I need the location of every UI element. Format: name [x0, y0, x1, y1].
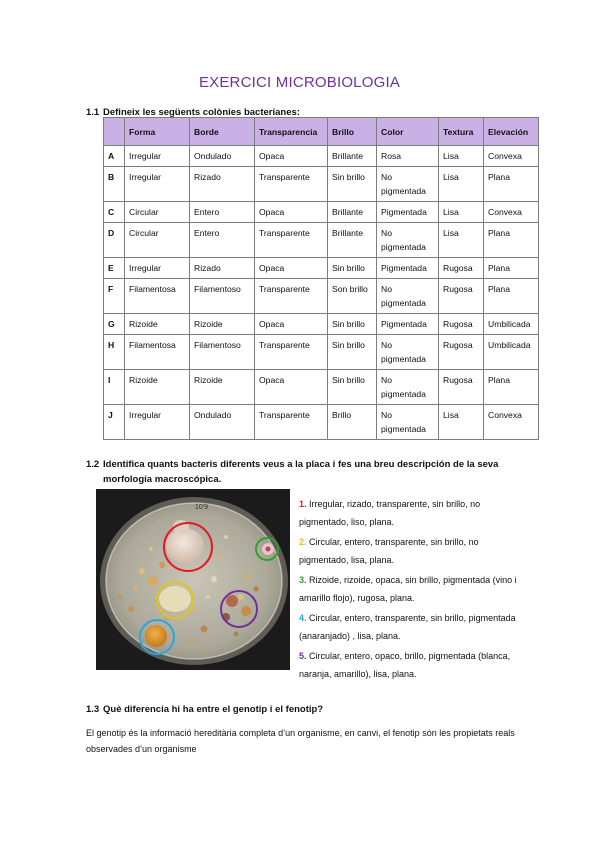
table-cell: Sin brillo — [328, 167, 377, 202]
table-cell: Opaca — [255, 370, 328, 405]
colony-description-text: Circular, entero, transparente, sin brillo, no pigmentado, lisa, plana. — [299, 537, 479, 566]
table-cell: Rosa — [377, 146, 439, 167]
colony-description-text: Circular, entero, opaco, brillo, pigmentada (blanca, naranja, amarillo), lisa, plana. — [299, 651, 511, 680]
table-cell: Sin brillo — [328, 370, 377, 405]
question-text-line-1: Identifica quants bacteris diferents veus a la placa i fes una breu descripción de la seva — [103, 459, 499, 470]
colony-description-text: Circular, entero, transparente, sin brillo, pigmentada (anaranjado) , lisa, plana. — [299, 613, 516, 642]
table-cell: Umbilicada — [484, 335, 539, 370]
plate-label: 10'9 — [195, 504, 209, 511]
table-cell: Ondulado — [190, 405, 255, 440]
question-number: 1.2 — [86, 459, 100, 470]
table-cell: Irregular — [125, 146, 190, 167]
table-cell: Transparente — [255, 405, 328, 440]
table-header-cell: Color — [377, 118, 439, 146]
table-row — [104, 335, 539, 370]
table-cell: Brillante — [328, 146, 377, 167]
table-cell: Convexa — [484, 405, 539, 440]
table-row — [104, 314, 539, 335]
question-number: 1.1 — [86, 107, 100, 118]
table-cell: Brillo — [328, 405, 377, 440]
table-cell: Irregular — [125, 167, 190, 202]
table-cell: Convexa — [484, 146, 539, 167]
table-cell: Filamentoso — [190, 279, 255, 314]
table-cell: Plana — [484, 223, 539, 258]
colony-description-item — [299, 609, 529, 646]
table-cell: No pigmentada — [377, 223, 439, 258]
table-cell: Entero — [190, 202, 255, 223]
table-cell: No pigmentada — [377, 279, 439, 314]
table-cell: Opaca — [255, 314, 328, 335]
table-cell: Transparente — [255, 335, 328, 370]
table-cell: Brillante — [328, 202, 377, 223]
colony-id-cell: G — [104, 314, 125, 335]
colony-id-cell: F — [104, 279, 125, 314]
table-cell: Lisa — [439, 223, 484, 258]
table-cell: Rizado — [190, 258, 255, 279]
table-cell: No pigmentada — [377, 405, 439, 440]
colony-number: 1. — [299, 499, 307, 509]
colony-description-item — [299, 495, 529, 532]
table-header-cell: Brillo — [328, 118, 377, 146]
colony-id-cell: A — [104, 146, 125, 167]
table-cell: Transparente — [255, 223, 328, 258]
question-text-line-2: morfología macroscópica. — [103, 474, 222, 485]
question-text: Què diferencia hi ha entre el genotip i el fenotip? — [103, 704, 324, 715]
table-cell: Rizoide — [125, 370, 190, 405]
table-cell: Rizoide — [125, 314, 190, 335]
colony-description-text: Rizoide, rizoide, opaca, sin brillo, pigmentada (vino i amarillo flojo), rugosa, plana. — [299, 575, 517, 604]
table-header-cell: Transparencia — [255, 118, 328, 146]
answer-1-3: El genotip és la informació hereditària completa d’un organisme, en canvi, el fenotip són les propietats reals observades d’un organisme — [86, 728, 515, 754]
table-cell: Irregular — [125, 405, 190, 440]
table-cell: Transparente — [255, 279, 328, 314]
table-cell: Opaca — [255, 146, 328, 167]
table-header-cell: Forma — [125, 118, 190, 146]
table-cell: Son brillo — [328, 279, 377, 314]
colony-description-list — [299, 495, 529, 685]
colony-id-cell: E — [104, 258, 125, 279]
table-cell: Sin brillo — [328, 335, 377, 370]
table-cell: Rugosa — [439, 258, 484, 279]
table-header-cell: Borde — [190, 118, 255, 146]
table-cell: Sin brillo — [328, 258, 377, 279]
table-row — [104, 258, 539, 279]
table-cell: Rugosa — [439, 335, 484, 370]
page-title: EXERCICI MICROBIOLOGIA — [198, 74, 401, 91]
table-cell: Rizado — [190, 167, 255, 202]
table-cell: Circular — [125, 202, 190, 223]
colony-description-item — [299, 533, 529, 570]
table-cell: Sin brillo — [328, 314, 377, 335]
table-cell: Transparente — [255, 167, 328, 202]
table-cell: Plana — [484, 279, 539, 314]
table-cell: Entero — [190, 223, 255, 258]
table-header-row — [104, 118, 539, 146]
colony-number: 5. — [299, 651, 307, 661]
colony-description-item — [299, 647, 529, 684]
table-cell: No pigmentada — [377, 335, 439, 370]
table-row — [104, 279, 539, 314]
table-cell: Opaca — [255, 202, 328, 223]
table-cell: Lisa — [439, 202, 484, 223]
colony-id-cell: H — [104, 335, 125, 370]
table-cell: Convexa — [484, 202, 539, 223]
table-cell: Brillante — [328, 223, 377, 258]
table-cell: Filamentosa — [125, 279, 190, 314]
question-text: Defineix les següents colònies bacterianes: — [103, 107, 300, 118]
table-header-cell — [104, 118, 125, 146]
colony-id-cell: C — [104, 202, 125, 223]
table-cell: Ondulado — [190, 146, 255, 167]
table-cell: Lisa — [439, 146, 484, 167]
colony-id-cell: D — [104, 223, 125, 258]
colony-number: 2. — [299, 537, 307, 547]
table-cell: Plana — [484, 370, 539, 405]
table-cell: Rizoide — [190, 314, 255, 335]
table-row — [104, 223, 539, 258]
petri-dish-image — [96, 489, 290, 670]
colonies-table — [103, 117, 539, 440]
question-1-3 — [86, 702, 323, 717]
table-row — [104, 202, 539, 223]
table-cell: Plana — [484, 258, 539, 279]
table-header-cell: Elevación — [484, 118, 539, 146]
colony-id-cell: I — [104, 370, 125, 405]
table-cell: Filamentosa — [125, 335, 190, 370]
table-row — [104, 370, 539, 405]
table-cell: Lisa — [439, 405, 484, 440]
table-cell: Pigmentada — [377, 314, 439, 335]
table-cell: Pigmentada — [377, 202, 439, 223]
table-cell: Irregular — [125, 258, 190, 279]
colony-number: 4. — [299, 613, 307, 623]
table-cell: Plana — [484, 167, 539, 202]
table-cell: No pigmentada — [377, 370, 439, 405]
colony-id-cell: B — [104, 167, 125, 202]
petri-dish-photo — [96, 489, 290, 670]
table-cell: Rugosa — [439, 314, 484, 335]
table-cell: Pigmentada — [377, 258, 439, 279]
colony-description-text: Irregular, rizado, transparente, sin brillo, no pigmentado, liso, plana. — [299, 499, 481, 528]
table-row — [104, 405, 539, 440]
colony-number: 3. — [299, 575, 307, 585]
table-cell: Circular — [125, 223, 190, 258]
table-header-cell: Textura — [439, 118, 484, 146]
table-cell: Filamentoso — [190, 335, 255, 370]
question-number: 1.3 — [86, 704, 100, 715]
table-cell: Opaca — [255, 258, 328, 279]
table-row — [104, 167, 539, 202]
table-cell: No pigmentada — [377, 167, 439, 202]
question-1-2 — [86, 457, 526, 487]
table-cell: Rugosa — [439, 279, 484, 314]
table-cell: Lisa — [439, 167, 484, 202]
colony-id-cell: J — [104, 405, 125, 440]
colony-description-item — [299, 571, 529, 608]
table-cell: Rugosa — [439, 370, 484, 405]
table-cell: Rizoide — [190, 370, 255, 405]
table-cell: Umbilicada — [484, 314, 539, 335]
table-row — [104, 146, 539, 167]
